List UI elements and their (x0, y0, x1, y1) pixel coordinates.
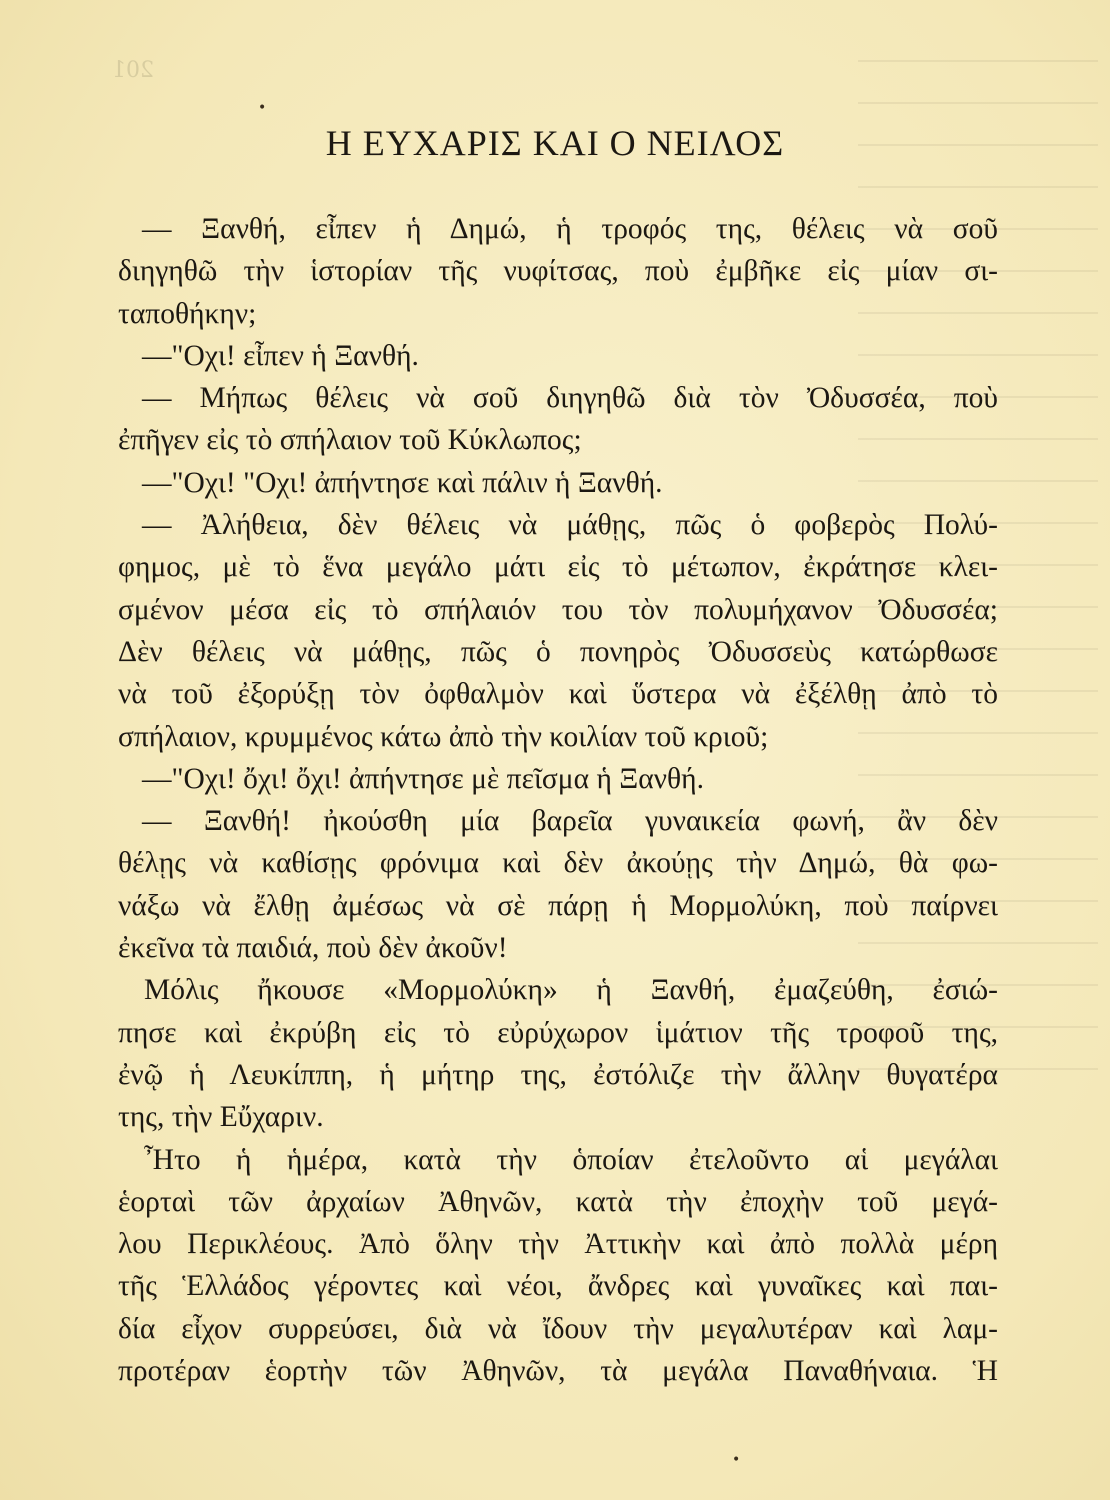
ink-speck: • (732, 1452, 741, 1468)
text-line: ἐκεῖνα τὰ παιδιά, ποὺ δὲν ἀκοῦν! (118, 932, 508, 965)
text-line: —"Οχι! ὄχι! ὄχι! ἀπήντησε μὲ πεῖσμα ἡ Ξανθή. (142, 762, 704, 795)
text-line: — Ἀλήθεια, δὲν θέλεις νὰ μάθῃς, πῶς ὁ φοβερὸς Πολύ- (142, 509, 998, 542)
text-line: ἐνῷ ἡ Λευκίππη, ἡ μήτηρ της, ἐστόλιζε τὴν ἄλλην θυγατέρα (118, 1058, 998, 1091)
text-line: —"Οχι! "Οχι! ἀπήντησε καὶ πάλιν ἡ Ξανθή. (142, 466, 663, 499)
text-line: Δὲν θέλεις νὰ μάθῃς, πῶς ὁ πονηρὸς Ὀδυσσεὺς κατώρθωσε (118, 635, 998, 668)
body-text (118, 208, 998, 1392)
ink-speck: • (258, 100, 267, 116)
text-line: προτέραν ἑορτὴν τῶν Ἀθηνῶν, τὰ μεγάλα Παναθήναια. Ἡ (118, 1355, 998, 1388)
text-line: νάξω νὰ ἔλθῃ ἀμέσως νὰ σὲ πάρῃ ἡ Μορμολύκη, ποὺ παίρνει (118, 889, 998, 922)
text-line: ἑορταὶ τῶν ἀρχαίων Ἀθηνῶν, κατὰ τὴν ἐποχὴν τοῦ μεγά- (118, 1185, 998, 1218)
text-line: σπήλαιον, κρυμμένος κάτω ἀπὸ τὴν κοιλίαν τοῦ κριοῦ; (118, 720, 769, 753)
text-line: τῆς Ἑλλάδος γέροντες καὶ νέοι, ἄνδρες καὶ γυναῖκες καὶ παι- (118, 1270, 998, 1303)
text-line: — Μήπως θέλεις νὰ σοῦ διηγηθῶ διὰ τὸν Ὀδυσσέα, ποὺ (142, 382, 998, 415)
text-line: σμένον μέσα εἰς τὸ σπήλαιόν του τὸν πολυμήχανον Ὀδυσσέα; (118, 593, 998, 626)
page-number: 201 (112, 58, 154, 83)
text-line: ἐπῆγεν εἰς τὸ σπήλαιον τοῦ Κύκλωπος; (118, 424, 582, 457)
text-line: νὰ τοῦ ἐξορύξῃ τὸν ὀφθαλμὸν καὶ ὕστερα νὰ ἐξέλθῃ ἀπὸ τὸ (118, 678, 998, 711)
text-line: — Ξανθή, εἶπεν ἡ Δημώ, ἡ τροφός της, θέλεις νὰ σοῦ (142, 213, 998, 245)
text-line: διηγηθῶ τὴν ἱστορίαν τῆς νυφίτσας, ποὺ ἐμβῆκε εἰς μίαν σι- (118, 255, 998, 288)
text-line: της, τὴν Εὔχαριν. (118, 1101, 324, 1134)
text-line: ταποθήκην; (118, 297, 257, 330)
chapter-title: Η ΕΥΧΑΡΙΣ ΚΑΙ Ο ΝΕΙΛΟΣ (325, 123, 785, 163)
text-line: φημος, μὲ τὸ ἕνα μεγάλο μάτι εἰς τὸ μέτωπον, ἐκράτησε κλει- (118, 551, 998, 584)
text-line: πησε καὶ ἐκρύβη εἰς τὸ εὐρύχωρον ἱμάτιον τῆς τροφοῦ της, (118, 1016, 998, 1049)
text-line: Μόλις ἤκουσε «Μορμολύκη» ἡ Ξανθή, ἐμαζεύθη, ἐσιώ- (144, 974, 998, 1007)
text-line: —"Οχι! εἶπεν ἡ Ξανθή. (142, 339, 419, 372)
text-line: Ἦτο ἡ ἡμέρα, κατὰ τὴν ὁποίαν ἐτελοῦντο αἱ μεγάλαι (144, 1143, 998, 1176)
text-line: — Ξανθή! ἠκούσθη μία βαρεῖα γυναικεία φωνή, ἂν δὲν (142, 805, 998, 838)
text-line: δία εἶχον συρρεύσει, διὰ νὰ ἴδουν τὴν μεγαλυτέραν καὶ λαμ- (118, 1312, 998, 1345)
text-line: λου Περικλέους. Ἀπὸ ὅλην τὴν Ἀττικὴν καὶ ἀπὸ πολλὰ μέρη (118, 1228, 998, 1261)
text-line: θέλῃς νὰ καθίσῃς φρόνιμα καὶ δὲν ἀκούῃς τὴν Δημώ, θὰ φω- (118, 847, 998, 880)
